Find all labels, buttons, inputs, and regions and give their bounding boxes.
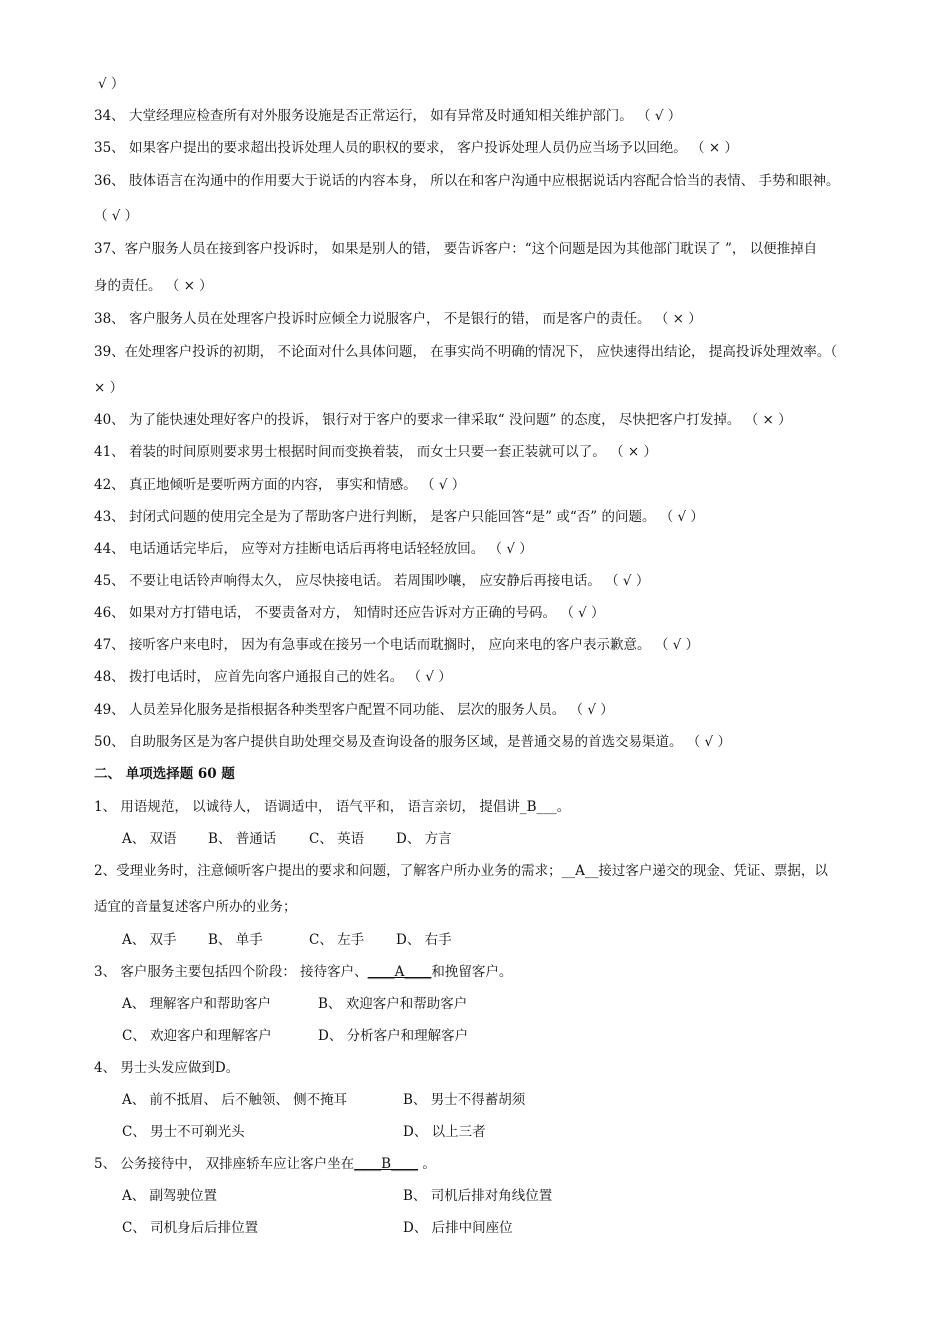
tf-item-46: 46、 如果对方打错电话， 不要责备对方， 知情时还应告诉对方正确的号码。 （ √ ） <box>94 605 605 621</box>
tf-item-35: 35、 如果客户提出的要求超出投诉处理人员的职权的要求， 客户投诉处理人员仍应当场予以回绝。 （ × ） <box>94 140 738 156</box>
mc-q4-option-b: B、 男士不得蓄胡须 <box>403 1092 526 1108</box>
tf-item-37-cont: 身的责任。 （ × ） <box>94 278 213 294</box>
mc-q3-stem-post: 和挽留客户。 <box>431 964 513 980</box>
mc-q5-option-c: C、 司机身后后排位置 <box>122 1220 259 1236</box>
mc-q4-option-d: D、 以上三者 <box>403 1124 486 1140</box>
tf-item-39-cont: × ） <box>94 380 124 396</box>
mc-q4-stem: 4、 男士头发应做到D。 <box>94 1060 240 1076</box>
mc-q2-option-a: A、 双手 <box>122 932 177 948</box>
mc-q3-stem <box>94 963 512 981</box>
mc-q5-option-a: A、 副驾驶位置 <box>122 1188 218 1204</box>
mc-q2-stem: 2、受理业务时，注意倾听客户提出的要求和问题，了解客户所办业务的需求；__A__接过客户递交的现金、凭证、票据，以 <box>94 863 828 879</box>
tf-item-37: 37、客户服务人员在接到客户投诉时， 如果是别人的错， 要告诉客户：“这个问题是因为其他部门耽误了 ”， 以便推掉自 <box>94 241 818 257</box>
section-title: 二、 单项选择题 60 题 <box>94 766 235 782</box>
tf-item-47: 47、 接听客户来电时， 因为有急事或在接另一个电话而耽搁时， 应向来电的客户表示歉意。 （ √ ） <box>94 637 700 653</box>
mc-q1-stem: 1、 用语规范， 以诚待人， 语调适中， 语气平和， 语言亲切， 提倡讲_B___。 <box>94 799 571 815</box>
mc-q5-answer-blank: ____B____ <box>354 1156 419 1172</box>
mc-q1-option-d: D、 方言 <box>396 831 452 847</box>
tf-item-45: 45、 不要让电话铃声响得太久， 应尽快接电话。 若周围吵嚷， 应安静后再接电话。 （ √ ） <box>94 573 650 589</box>
mc-q4-option-c: C、 男士不可剃光头 <box>122 1124 245 1140</box>
mc-q3-answer-blank: ____A____ <box>367 964 432 980</box>
tf-item-49: 49、 人员差异化服务是指根据各种类型客户配置不同功能、 层次的服务人员。 （ √ ） <box>94 702 614 718</box>
mc-q5-option-d: D、 后排中间座位 <box>403 1220 513 1236</box>
mc-q2-option-c: C、 左手 <box>309 932 365 948</box>
mc-q5-stem-pre: 5、 公务接待中， 双排座轿车应让客户坐在 <box>94 1156 355 1172</box>
mc-q4-option-a: A、 前不抵眉、 后不触领、 侧不掩耳 <box>122 1092 348 1108</box>
tf-item-43: 43、 封闭式问题的使用完全是为了帮助客户进行判断， 是客户只能回答“是” 或“否” 的问题。 （ √ ） <box>94 509 704 525</box>
tf-item-38: 38、 客户服务人员在处理客户投诉时应倾全力说服客户， 不是银行的错， 而是客户的责任。 （ × ） <box>94 311 702 327</box>
tf-continuation: √ ） <box>98 76 125 92</box>
mc-q2-stem-cont: 适宜的音量复述客户所办的业务； <box>94 899 297 915</box>
tf-item-41: 41、 着装的时间原则要求男士根据时间而变换着装， 而女士只要一套正装就可以了。 （ × ） <box>94 444 657 460</box>
mc-q1-option-c: C、 英语 <box>309 831 365 847</box>
mc-q3-option-b: B、 欢迎客户和帮助客户 <box>318 996 468 1012</box>
tf-item-36-cont: （ √ ） <box>94 208 139 224</box>
tf-item-34: 34、 大堂经理应检查所有对外服务设施是否正常运行， 如有异常及时通知相关维护部门。 （ √ ） <box>94 108 682 124</box>
tf-item-50: 50、 自助服务区是为客户提供自助处理交易及查询设备的服务区域，是普通交易的首选交易渠道。 （ √ ） <box>94 734 731 750</box>
tf-item-44: 44、 电话通话完毕后， 应等对方挂断电话后再将电话轻轻放回。 （ √ ） <box>94 541 533 557</box>
mc-q5-stem-post: 。 <box>418 1156 436 1172</box>
mc-q2-option-b: B、 单手 <box>208 932 263 948</box>
tf-item-42: 42、 真正地倾听是要听两方面的内容， 事实和情感。 （ √ ） <box>94 477 466 493</box>
tf-item-40: 40、 为了能快速处理好客户的投诉， 银行对于客户的要求一律采取“ 没问题” 的态度， 尽快把客户打发掉。 （ × ） <box>94 412 792 428</box>
mc-q3-option-d: D、 分析客户和理解客户 <box>318 1028 469 1044</box>
mc-q2-option-d: D、 右手 <box>396 932 452 948</box>
mc-q3-option-a: A、 理解客户和帮助客户 <box>122 996 272 1012</box>
mc-q5-option-b: B、 司机后排对角线位置 <box>403 1188 553 1204</box>
mc-q3-option-c: C、 欢迎客户和理解客户 <box>122 1028 272 1044</box>
mc-q1-option-b: B、 普通话 <box>208 831 277 847</box>
tf-item-36: 36、 肢体语言在沟通中的作用要大于说话的内容本身， 所以在和客户沟通中应根据说话内容配合恰当的表情、 手势和眼神。 <box>94 173 840 189</box>
tf-item-39: 39、在处理客户投诉的初期， 不论面对什么具体问题， 在事实尚不明确的情况下， 应快速得出结论， 提高投诉处理效率。（ <box>94 344 838 360</box>
mc-q5-stem <box>94 1155 436 1173</box>
tf-item-48: 48、 拨打电话时， 应首先向客户通报自己的姓名。 （ √ ） <box>94 669 452 685</box>
mc-q3-stem-pre: 3、 客户服务主要包括四个阶段： 接待客户、 <box>94 964 368 980</box>
mc-q1-option-a: A、 双语 <box>122 831 177 847</box>
